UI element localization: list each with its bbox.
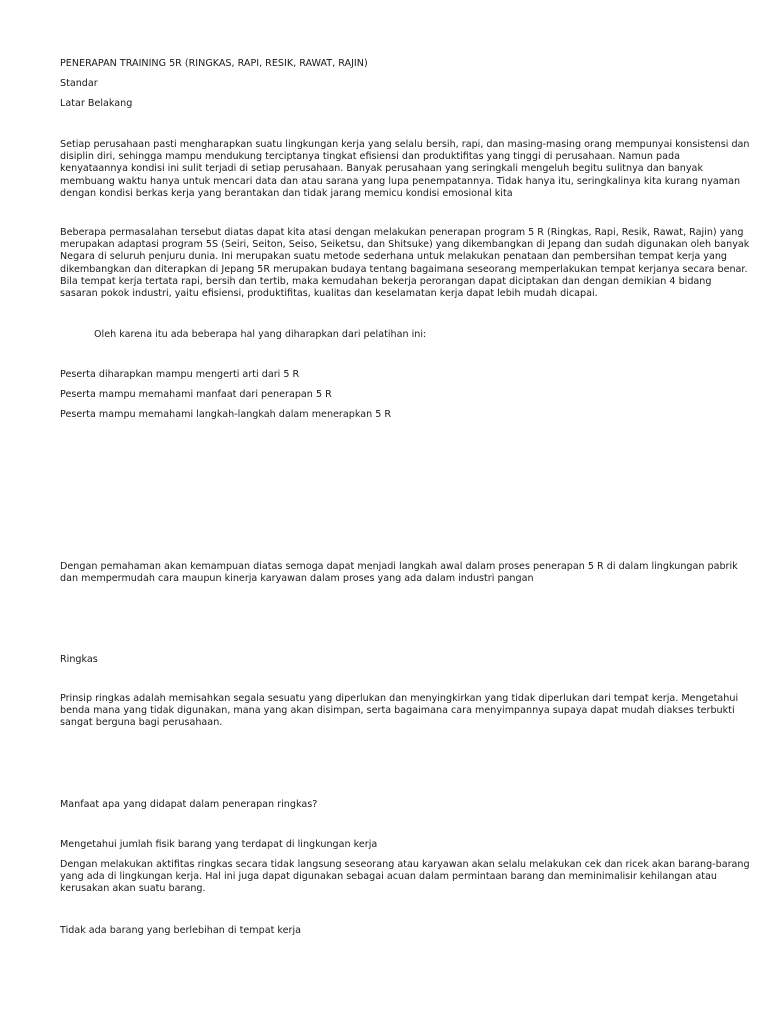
paragraph-line: disiplin diri, sehingga mampu mendukung terciptanya tingkat efisiensi dan produktifitas yang tinggi di perusahaan. Namun pada bbox=[60, 151, 680, 163]
manfaat-heading: Tidak ada barang yang berlebihan di tempat kerja bbox=[60, 925, 302, 936]
label-standar: Standar bbox=[60, 78, 98, 89]
paragraph-conclusion bbox=[60, 561, 738, 585]
paragraph-5r-program bbox=[60, 227, 750, 300]
intro-harapan: Oleh karena itu ada beberapa hal yang diharapkan dari pelatihan ini: bbox=[94, 329, 427, 340]
paragraph-line: Negara di seluruh penjuru dunia. Ini merupakan suatu metode sederhana untuk melakukan penataan dan pembersihan tempat kerja yang bbox=[60, 251, 728, 263]
paragraph-line: benda mana yang tidak digunakan, mana yang akan disimpan, serta bagaimana cara menyimpannya supaya dapat mudah diakses terbukti bbox=[60, 705, 735, 717]
paragraph-line: Setiap perusahaan pasti mengharapkan suatu lingkungan kerja yang selalu bersih, rapi, dan masing-masing orang mempunyai konsistensi dan bbox=[60, 139, 750, 150]
paragraph-line: merupakan adaptasi program 5S (Seiri, Seiton, Seiso, Seiketsu, dan Shitsuke) yang dikembangkan di Jepang dan sudah digunakan oleh banyak bbox=[60, 239, 750, 251]
harapan-item: Peserta diharapkan mampu mengerti arti dari 5 R bbox=[60, 369, 300, 380]
paragraph-manfaat bbox=[60, 859, 750, 896]
document-title: PENERAPAN TRAINING 5R (RINGKAS, RAPI, RESIK, RAWAT, RAJIN) bbox=[60, 58, 368, 69]
paragraph-ringkas bbox=[60, 693, 739, 730]
paragraph-line: Dengan pemahaman akan kemampuan diatas semoga dapat menjadi langkah awal dalam proses penerapan 5 R di dalam lingkungan pabrik bbox=[60, 561, 738, 572]
paragraph-line: kenyataannya kondisi ini sulit terjadi di setiap perusahaan. Banyak perusahaan yang seringkali mengeluh begitu sulitnya dan banyak bbox=[60, 163, 703, 175]
paragraph-line: Beberapa permasalahan tersebut diatas dapat kita atasi dengan melakukan penerapan program 5 R (Ringkas, Rapi, Resik, Rawat, Rajin) yang bbox=[60, 227, 744, 238]
heading-ringkas: Ringkas bbox=[60, 654, 98, 665]
paragraph-line: dikembangkan dan diterapkan di Jepang 5R merupakan budaya tentang bagaimana seseorang memperlakukan tempat kerjanya secara benar. bbox=[60, 263, 748, 275]
manfaat-question: Manfaat apa yang didapat dalam penerapan ringkas? bbox=[60, 799, 318, 810]
harapan-item: Peserta mampu memahami langkah-langkah dalam menerapkan 5 R bbox=[60, 409, 392, 420]
paragraph-line: yang ada di lingkungan kerja. Hal ini juga dapat digunakan sebagai acuan dalam permintaan barang dan meminimalisir kehilangan atau bbox=[60, 871, 717, 883]
paragraph-line: sangat berguna bagi perusahaan. bbox=[60, 717, 223, 729]
paragraph-line: Prinsip ringkas adalah memisahkan segala sesuatu yang diperlukan dan menyingkirkan yang tidak diperlukan dari tempat kerja. Mengetahui bbox=[60, 693, 739, 704]
heading-latar-belakang: Latar Belakang bbox=[60, 98, 133, 109]
paragraph-line: dengan kondisi berkas kerja yang berantakan dan tidak jarang memicu kondisi emosional kita bbox=[60, 187, 513, 199]
paragraph-line: Bila tempat kerja tertata rapi, bersih dan tertib, maka kemudahan bekerja perorangan dapat diciptakan dan dengan demikian 4 bidang bbox=[60, 275, 712, 287]
paragraph-intro bbox=[60, 139, 750, 200]
paragraph-line: sasaran pokok industri, yaitu efisiensi, produktifitas, kualitas dan keselamatan kerja dapat lebih mudah dicapai. bbox=[60, 288, 598, 300]
paragraph-line: kerusakan akan suatu barang. bbox=[60, 883, 206, 895]
manfaat-heading: Mengetahui jumlah fisik barang yang terdapat di lingkungan kerja bbox=[60, 839, 378, 850]
paragraph-line: dan mempermudah cara maupun kinerja karyawan dalam proses yang ada dalam industri pangan bbox=[60, 573, 534, 585]
harapan-item: Peserta mampu memahami manfaat dari penerapan 5 R bbox=[60, 389, 332, 400]
paragraph-line: membuang waktu hanya untuk mencari data dan atau sarana yang lupa penempatannya. Tidak hanya itu, seringkalinya kita kurang nyaman bbox=[60, 175, 741, 187]
paragraph-line: Dengan melakukan aktifitas ringkas secara tidak langsung seseorang atau karyawan akan selalu melakukan cek dan ricek akan barang-barang bbox=[60, 859, 750, 870]
